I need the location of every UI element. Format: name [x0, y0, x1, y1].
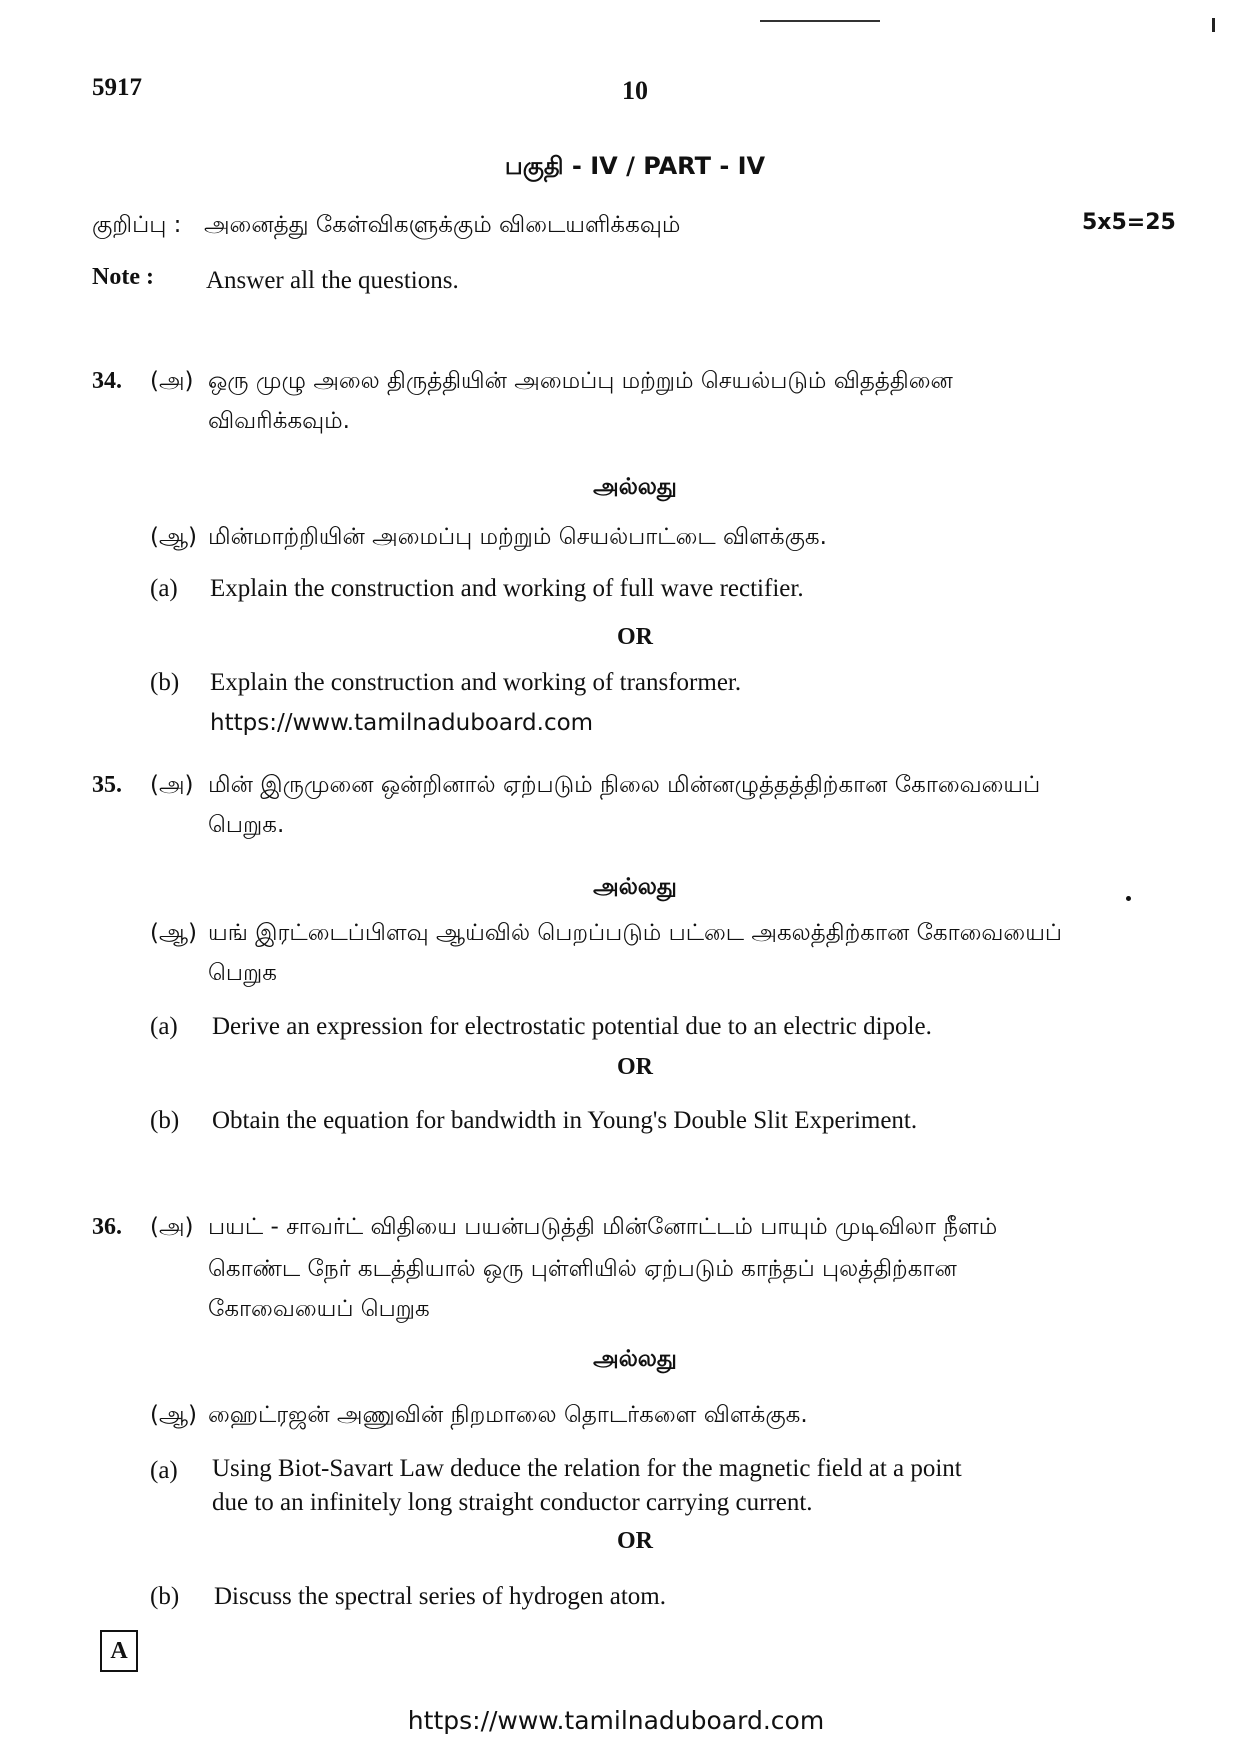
- stray-dot: [1126, 896, 1131, 901]
- or-tamil: அல்லது: [593, 474, 677, 500]
- tamil-option-b-cont: பெறுக: [208, 960, 277, 986]
- tamil-option-a-cont: பெறுக.: [208, 812, 285, 838]
- instruction-tamil-label: குறிப்பு :: [92, 212, 182, 238]
- english-option-a-marker: (a): [150, 575, 178, 602]
- part-heading: பகுதி - IV / PART - IV: [504, 152, 766, 180]
- english-option-b-marker: (b): [150, 1107, 180, 1134]
- question-number: 34.: [92, 368, 122, 394]
- top-rule: [760, 20, 880, 22]
- or-english: OR: [617, 624, 653, 650]
- corner-mark: [1212, 18, 1215, 32]
- marks-total: 5x5=25: [1082, 210, 1176, 235]
- english-option-b-marker: (b): [150, 669, 180, 696]
- english-option-a: Using Biot-Savart Law deduce the relation for the magnetic field at a point: [212, 1455, 962, 1482]
- watermark-url[interactable]: https://www.tamilnaduboard.com: [210, 710, 594, 736]
- tamil-option-a: மின் இருமுனை ஒன்றினால் ஏற்படும் நிலை மின்னழுத்தத்திற்கான கோவையைப்: [208, 772, 1041, 798]
- tamil-option-a-marker: (அ): [150, 1214, 194, 1240]
- english-option-a: Explain the construction and working of full wave rectifier.: [210, 575, 804, 602]
- question-number: 36.: [92, 1214, 122, 1240]
- tamil-option-a-cont: கொண்ட நேர் கடத்தியால் ஒரு புள்ளியில் ஏற்படும் காந்தப் புலத்திற்கான: [208, 1256, 957, 1282]
- footer-url[interactable]: https://www.tamilnaduboard.com: [407, 1706, 825, 1735]
- english-option-b: Obtain the equation for bandwidth in Young's Double Slit Experiment.: [212, 1107, 918, 1134]
- english-option-a-cont: due to an infinitely long straight conductor carrying current.: [212, 1489, 813, 1516]
- tamil-option-a: ஒரு முழு அலை திருத்தியின் அமைப்பு மற்றும் செயல்படும் விதத்தினை: [208, 368, 953, 394]
- paper-code: 5917: [92, 74, 142, 101]
- question-number: 35.: [92, 772, 122, 798]
- or-tamil: அல்லது: [593, 1346, 677, 1372]
- tamil-option-a-cont: விவரிக்கவும்.: [208, 408, 350, 434]
- note-text: Answer all the questions.: [206, 267, 459, 294]
- english-option-b-marker: (b): [150, 1583, 180, 1610]
- instruction-tamil-text: அனைத்து கேள்விகளுக்கும் விடையளிக்கவும்: [204, 212, 681, 238]
- tamil-option-b-marker: (ஆ): [150, 920, 198, 946]
- or-english: OR: [617, 1528, 653, 1554]
- or-tamil: அல்லது: [593, 874, 677, 900]
- tamil-option-a: பயட் - சாவர்ட் விதியை பயன்படுத்தி மின்னோட்டம் பாயும் முடிவிலா நீளம்: [208, 1214, 998, 1240]
- tamil-option-b: ஹைட்ரஜன் அணுவின் நிறமாலை தொடர்களை விளக்குக.: [208, 1402, 808, 1428]
- english-option-b: Explain the construction and working of transformer.: [210, 669, 742, 696]
- tamil-option-b-marker: (ஆ): [150, 1402, 198, 1428]
- tamil-option-a-marker: (அ): [150, 368, 194, 394]
- english-option-a-marker: (a): [150, 1457, 178, 1484]
- tamil-option-b: மின்மாற்றியின் அமைப்பு மற்றும் செயல்பாட்டை விளக்குக.: [208, 524, 827, 550]
- english-option-a: Derive an expression for electrostatic potential due to an electric dipole.: [212, 1013, 932, 1040]
- booklet-type-box: A: [100, 1630, 138, 1672]
- tamil-option-b-marker: (ஆ): [150, 524, 198, 550]
- note-label: Note :: [92, 264, 154, 290]
- english-option-b: Discuss the spectral series of hydrogen atom.: [214, 1583, 666, 1610]
- or-english: OR: [617, 1054, 653, 1080]
- page-number: 10: [622, 76, 648, 105]
- tamil-option-a-cont: கோவையைப் பெறுக: [208, 1296, 430, 1322]
- tamil-option-b: யங் இரட்டைப்பிளவு ஆய்வில் பெறப்படும் பட்டை அகலத்திற்கான கோவையைப்: [208, 920, 1063, 946]
- tamil-option-a-marker: (அ): [150, 772, 194, 798]
- english-option-a-marker: (a): [150, 1013, 178, 1040]
